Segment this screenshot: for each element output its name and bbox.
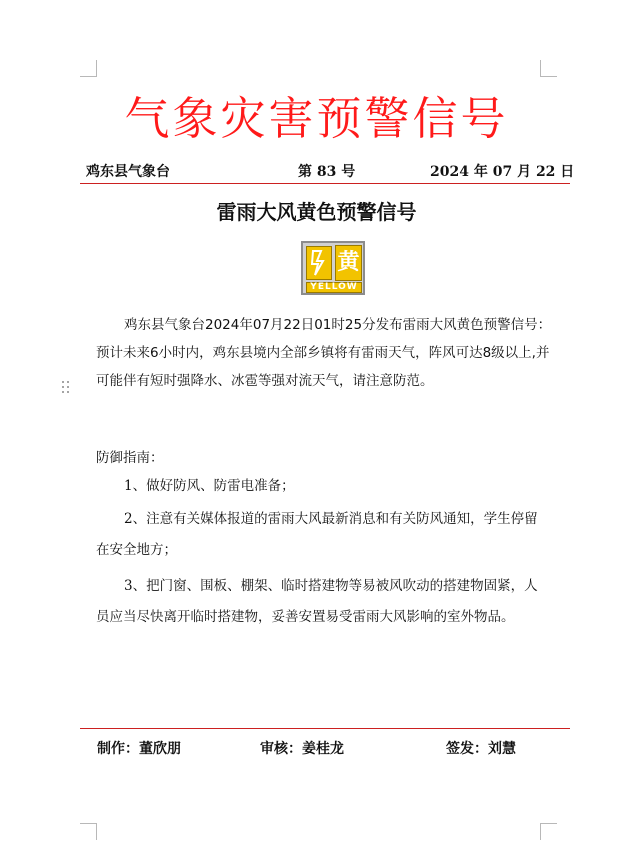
yellow-warning-badge-icon [301,241,365,295]
guide-item: 1、做好防风、防雷电准备； [124,478,295,494]
issue-date: 2024 年 07 月 22 日 [430,164,575,180]
crop-mark-bottom-right [540,823,557,840]
serial-number: 第 83 号 [298,164,356,180]
issuer-label: 鸡东县气象台 [86,164,170,180]
crop-mark-bottom-left [80,823,97,840]
lightning-wind-icon [306,246,332,280]
badge-glyph: 黄 [335,245,362,281]
footer-divider [80,728,570,729]
guide-item: 2、注意有关媒体报道的雷雨大风最新消息和有关防风通知，学生停留在安全地方； [96,511,538,558]
signed-by: 签发：刘慧 [446,741,516,757]
document-headline: 气象灾害预警信号 [124,92,509,145]
badge-level-text: YELLOW [306,282,362,293]
crop-mark-top-left [80,60,97,77]
guide-heading: 防御指南： [96,450,164,466]
header-divider [80,183,570,184]
warning-paragraph: 鸡东县气象台2024年07月22日01时25分发布雷雨大风黄色预警信号：预计未来6小时内，鸡东县境内全部乡镇将有雷雨天气，阵风可达8级以上,并可能伴有短时强降水、冰雹等强对流天气，请注意防范。 [96,317,552,389]
guide-item: 3、把门窗、围板、棚架、临时搭建物等易被风吹动的搭建物固紧，人员应当尽快离开临时搭建物，妥善安置易受雷雨大风影响的室外物品。 [96,578,538,625]
made-by: 制作：董欣朋 [97,741,181,757]
signal-title: 雷雨大风黄色预警信号 [216,200,417,224]
drag-handle-icon[interactable] [62,381,70,395]
crop-mark-top-right [540,60,557,77]
reviewed-by: 审核：姜桂龙 [260,741,344,757]
